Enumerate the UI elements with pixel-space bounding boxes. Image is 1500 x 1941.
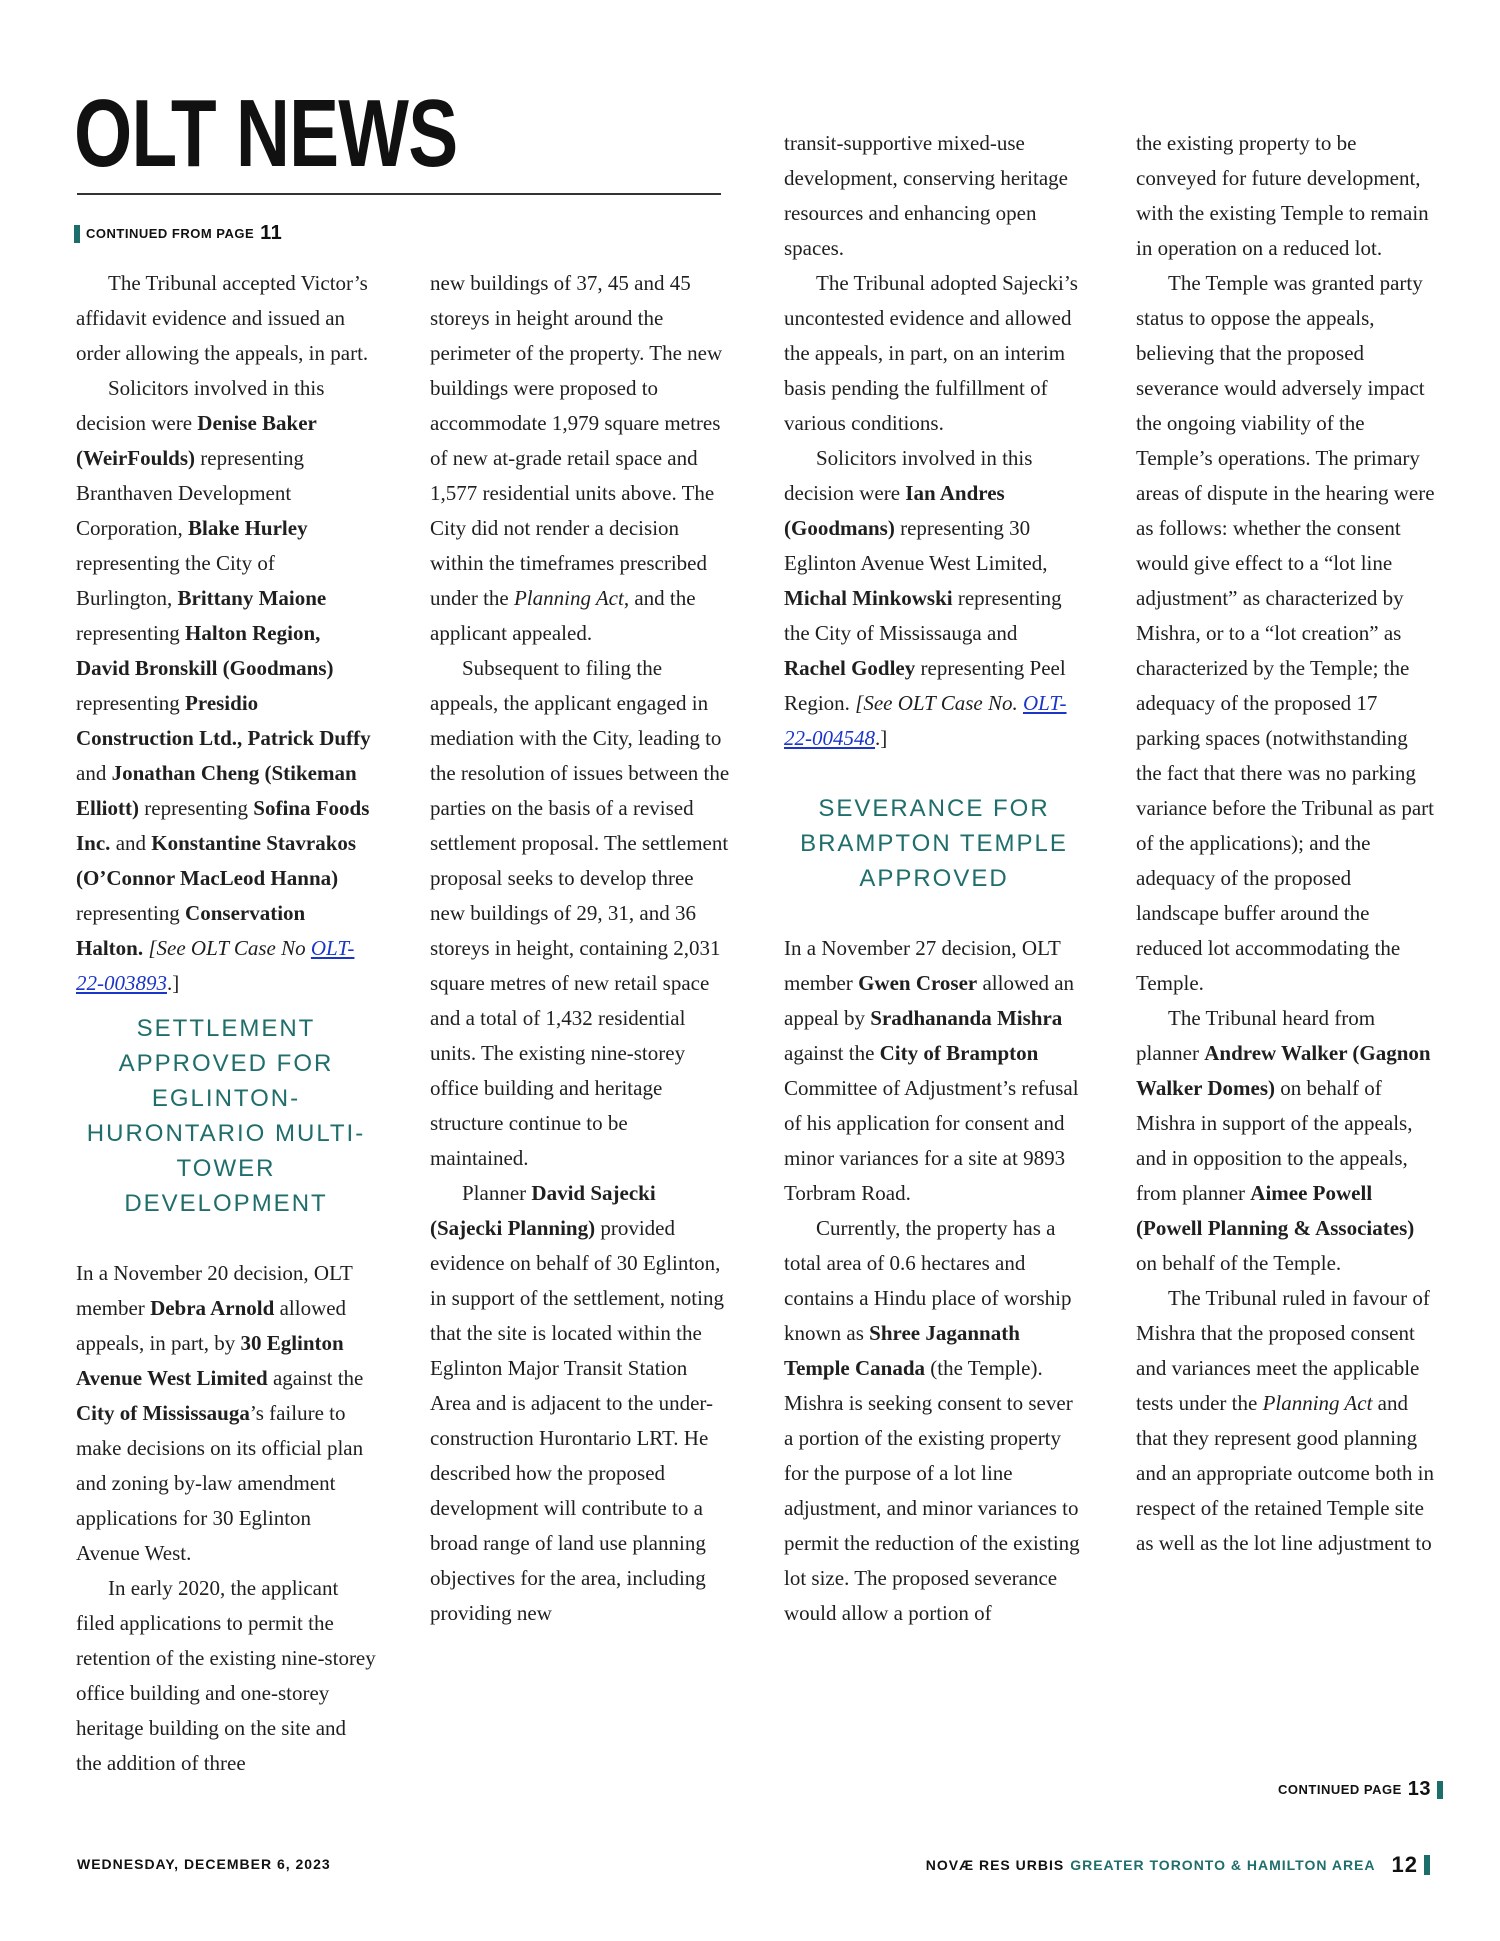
masthead-divider	[77, 193, 721, 195]
masthead-title: OLT NEWS	[74, 80, 458, 187]
paragraph: In a November 20 decision, OLT member Debra Arnold allowed appeals, in part, by 30 Eglinton Avenue West Limited against the City of Mississauga’s failure to make decisions on its official plan and zoning by-law amendment applications for 30 Eglinton Avenue West.	[76, 1261, 364, 1565]
paragraph: The Tribunal heard from planner Andrew Walker (Gagnon Walker Domes) on behalf of Mishra in support of the appeals, and in opposition to the appeals, from planner Aimee Powell (Powell Planning & Associates) on behalf of the Temple.	[1136, 1006, 1431, 1275]
paragraph: new buildings of 37, 45 and 45 storeys in height around the perimeter of the property. The new buildings were proposed to accommodate 1,979 square metres of new at-grade retail space and 1,577 residential units above. The City did not render a decision within the timeframes prescribed under the Planning Act, and the applicant appealed.	[430, 271, 723, 645]
continued-from-text: CONTINUED FROM PAGE	[86, 226, 255, 241]
paragraph: Planner David Sajecki (Sajecki Planning) provided evidence on behalf of 30 Eglinton, in support of the settlement, noting that the site is located within the Eglinton Major Transit Station Area and is adjacent to the under-construction Hurontario LRT. He described how the proposed development will contribute to a broad range of land use planning objectives for the area, including providing new	[430, 1181, 724, 1625]
paragraph: The Tribunal ruled in favour of Mishra that the proposed consent and variances meet the applicable tests under the Planning Act and that they represent good planning and an appropriate outcome both in respect of the retained Temple site as well as the lot line adjustment to	[1136, 1286, 1434, 1555]
article-column-2	[430, 266, 730, 1631]
paragraph: Subsequent to filing the appeals, the applicant engaged in mediation with the City, leading to the resolution of issues between the parties on the basis of a revised settlement proposal. The settlement proposal seeks to develop three new buildings of 29, 31, and 36 storeys in height, containing 2,031 square metres of new retail space and a total of 1,432 residential units. The existing nine-storey office building and heritage structure continue to be maintained.	[430, 656, 730, 1170]
paragraph: The Tribunal accepted Victor’s affidavit evidence and issued an order allowing the appeals, in part.	[76, 271, 369, 365]
article-column-4	[1136, 126, 1436, 1561]
page-number: 12	[1391, 1852, 1418, 1877]
paragraph: Currently, the property has a total area of 0.6 hectares and contains a Hindu place of worship known as Shree Jagannath Temple Canada (the Temple). Mishra is seeking consent to sever a portion of the existing property for the purpose of a lot line adjustment, and minor variances to permit the reduction of the existing lot size. The proposed severance would allow a portion of	[784, 1216, 1080, 1625]
continued-from-page: 11	[260, 222, 283, 244]
headline-brampton-temple: SEVERANCE FOR BRAMPTON TEMPLE APPROVED	[800, 795, 1068, 892]
paragraph: Solicitors involved in this decision were Denise Baker (WeirFoulds) representing Branthaven Development Corporation, Blake Hurley representing the City of Burlington, Brittany Maione representing Halton Region, David Bronskill (Goodmans) representing Presidio Construction Ltd., Patrick Duffy and Jonathan Cheng (Stikeman Elliott) representing Sofina Foods Inc. and Konstantine Stavrakos (O’Connor MacLeod Hanna) representing Conservation Halton. [See OLT Case No OLT-22-003893.]	[76, 376, 371, 995]
footer-date: WEDNESDAY, DECEMBER 6, 2023	[77, 1856, 331, 1872]
case-link-olt-22-003893[interactable]: OLT-22-003893	[76, 936, 355, 995]
article-column-3	[784, 126, 1084, 1631]
continued-to-text: CONTINUED PAGE	[1278, 1782, 1402, 1797]
paragraph: the existing property to be conveyed for future development, with the existing Temple to remain in operation on a reduced lot.	[1136, 131, 1429, 260]
continued-from-label	[74, 222, 282, 245]
article-column-1	[76, 266, 376, 1781]
case-link-olt-22-004548[interactable]: OLT-22-004548	[784, 691, 1067, 750]
paragraph: The Temple was granted party status to oppose the appeals, believing that the proposed severance would adversely impact the ongoing viability of the Temple’s operations. The primary areas of dispute in the hearing were as follows: whether the consent would give effect to a “lot line adjustment” as characterized by Mishra, or to a “lot creation” as characterized by the Temple; the adequacy of the proposed 17 parking spaces (notwithstanding the fact that there was no parking variance before the Tribunal as part of the applications); and the adequacy of the proposed landscape buffer around the reduced lot accommodating the Temple.	[1136, 271, 1435, 995]
paragraph: In a November 27 decision, OLT member Gwen Croser allowed an appeal by Sradhananda Mishra against the City of Brampton Committee of Adjustment’s refusal of his application for consent and minor variances for a site at 9893 Torbram Road.	[784, 936, 1079, 1205]
paragraph: Solicitors involved in this decision were Ian Andres (Goodmans) representing 30 Eglinton Avenue West Limited, Michal Minkowski representing the City of Mississauga and Rachel Godley representing Peel Region. [See OLT Case No. OLT-22-004548.]	[784, 446, 1067, 750]
paragraph: The Tribunal adopted Sajecki’s uncontested evidence and allowed the appeals, in part, on an interim basis pending the fulfillment of various conditions.	[784, 271, 1078, 435]
teal-marker	[1424, 1855, 1430, 1875]
continued-to-label	[1278, 1778, 1443, 1801]
publication-name: NOVÆ RES URBIS	[925, 1857, 1065, 1873]
teal-marker	[74, 225, 80, 243]
teal-marker	[1437, 1781, 1443, 1799]
paragraph: transit-supportive mixed-use development, conserving heritage resources and enhancing open spaces.	[784, 131, 1068, 260]
paragraph: In early 2020, the applicant filed applications to permit the retention of the existing nine-storey office building and one-storey heritage building on the site and the addition of three	[76, 1576, 376, 1775]
headline-eglinton-settlement: SETTLEMENT APPROVED FOR EGLINTON-HURONTARIO MULTI-TOWER DEVELOPMENT	[86, 1015, 366, 1217]
footer-publication	[926, 1852, 1430, 1878]
publication-region: GREATER TORONTO & HAMILTON AREA	[1070, 1857, 1376, 1873]
continued-to-page: 13	[1407, 1778, 1432, 1800]
